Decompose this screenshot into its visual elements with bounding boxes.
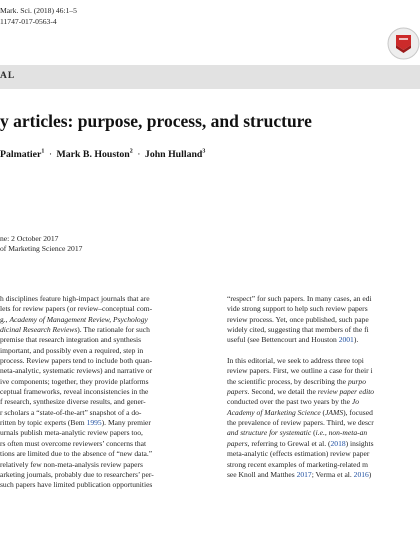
text-line xyxy=(0,346,210,356)
text-segment: ) xyxy=(368,469,372,479)
text-segment: the scientific process, by describing the xyxy=(227,376,348,386)
journal-citation: Mark. Sci. (2018) 46:1–5 xyxy=(0,6,77,15)
text-segment: In this editorial, we seek to address three topi xyxy=(227,356,364,366)
text-line xyxy=(227,449,420,459)
text-segment: arketing journals, probably due to researchers’ per- xyxy=(0,469,154,479)
text-segment: review paper edito xyxy=(317,387,375,397)
citation-link[interactable]: 2018 xyxy=(330,438,346,448)
published-online-date: ne: 2 October 2017 xyxy=(0,234,59,243)
text-segment: dicinal Research Reviews xyxy=(0,325,78,335)
citation-link[interactable]: 2001 xyxy=(338,335,354,345)
text-line xyxy=(0,377,210,387)
text-line xyxy=(0,470,210,480)
text-line xyxy=(227,366,420,376)
text-segment: widely cited, suggesting that members of the fi xyxy=(227,325,369,335)
text-line xyxy=(0,387,210,397)
text-segment: ive components; together, they provide platforms xyxy=(0,376,149,386)
text-segment: premise that research integration and synthesis xyxy=(0,335,142,345)
text-segment: and structure for systematic xyxy=(227,428,312,438)
text-line xyxy=(0,356,210,366)
text-line xyxy=(0,480,210,490)
text-segment: ritten by topic experts (Bem xyxy=(0,418,87,428)
article-type-label: AL xyxy=(0,71,16,81)
text-line xyxy=(227,335,420,345)
text-segment: conducted over the past two years by the xyxy=(227,397,352,407)
text-segment: JAMS xyxy=(325,407,344,417)
text-line xyxy=(227,408,420,418)
affiliation-marker: 1 xyxy=(41,148,45,155)
text-segment: . Second, we detail the xyxy=(247,387,318,397)
article-type-bar xyxy=(0,65,420,89)
text-line xyxy=(227,428,420,438)
text-line xyxy=(0,315,210,325)
author-list xyxy=(0,149,205,160)
text-line xyxy=(0,460,210,470)
text-segment: Jo xyxy=(351,397,360,407)
copyright-line: of Marketing Science 2017 xyxy=(0,244,83,253)
text-line xyxy=(0,304,210,314)
text-segment: f research, synthesize diverse results, and gener- xyxy=(0,397,146,407)
text-segment: strong recent examples of marketing-related m xyxy=(227,459,369,469)
text-segment: review papers. First, we outline a case for their i xyxy=(227,366,373,376)
text-line xyxy=(0,294,210,304)
text-segment: Academy of Management Review, Psychology xyxy=(9,314,148,324)
body-column-right xyxy=(227,294,420,480)
author-separator: · xyxy=(137,149,141,160)
text-line xyxy=(227,387,420,397)
crossmark-icon[interactable] xyxy=(387,27,420,60)
text-segment: g., xyxy=(0,314,10,324)
text-line xyxy=(0,325,210,335)
text-line xyxy=(0,439,210,449)
text-line xyxy=(0,418,210,428)
text-segment: papers xyxy=(227,387,248,397)
text-line xyxy=(227,470,420,480)
text-segment: vide strong support to help such review papers xyxy=(227,304,368,314)
text-line xyxy=(0,408,210,418)
text-line xyxy=(0,449,210,459)
text-segment: ; Verma et al. xyxy=(311,469,354,479)
text-segment: ) insights xyxy=(345,438,374,448)
text-line xyxy=(227,377,420,387)
text-segment: tions are limited due to the absence of “new data.” xyxy=(0,449,153,459)
author-hulland[interactable]: John Hulland xyxy=(144,149,203,160)
text-line xyxy=(227,418,420,428)
text-segment: process. Review papers tend to include both quan- xyxy=(0,356,153,366)
text-line xyxy=(0,397,210,407)
text-segment: ). xyxy=(353,335,359,345)
text-line xyxy=(0,366,210,376)
text-segment: important, and possibly even a required, step in xyxy=(0,345,144,355)
text-segment: ( xyxy=(320,407,326,417)
author-houston[interactable]: Mark B. Houston xyxy=(56,149,130,160)
text-segment: ), focused xyxy=(343,407,373,417)
text-segment: urnals publish meta-analytic review papers too, xyxy=(0,428,143,438)
text-segment: neta-analytic, systematic reviews) and narrative or xyxy=(0,366,153,376)
citation-block xyxy=(0,6,77,27)
text-segment: , referring to Grewal et al. ( xyxy=(247,438,331,448)
affiliation-marker: 2 xyxy=(129,148,133,155)
text-line xyxy=(227,325,420,335)
text-line xyxy=(227,356,420,366)
text-segment: Academy of Marketing Science xyxy=(227,407,321,417)
text-segment: ( xyxy=(311,428,316,438)
text-segment: see Knoll and Matthes xyxy=(227,469,297,479)
text-segment: ceptual frameworks, reveal inconsistencies in the xyxy=(0,387,149,397)
text-segment: papers xyxy=(227,438,248,448)
text-line xyxy=(227,460,420,470)
text-segment: review process. Yet, once published, such pape xyxy=(227,314,369,324)
text-segment: purpo xyxy=(347,376,366,386)
publication-dates xyxy=(0,234,82,254)
text-segment: the prevalence of review papers. Third, we descr xyxy=(227,418,374,428)
text-segment: lets for review papers (or review–conceptual com- xyxy=(0,304,153,314)
text-line xyxy=(227,346,420,356)
text-segment: meta-analytic (effects estimation) review paper xyxy=(227,449,370,459)
citation-link[interactable]: 2016 xyxy=(353,469,369,479)
citation-link[interactable]: 1995 xyxy=(86,418,102,428)
text-segment: rs often must overcome reviewers’ concerns that xyxy=(0,438,147,448)
text-segment: useful (see Bettencourt and Houston xyxy=(227,335,339,345)
author-palmatier[interactable]: Palmatier xyxy=(0,149,42,160)
text-line xyxy=(0,428,210,438)
text-line xyxy=(227,439,420,449)
text-segment: such papers have limited publication opportunities xyxy=(0,480,153,490)
text-segment: ). Many premier xyxy=(101,418,151,428)
text-line xyxy=(0,335,210,345)
text-line xyxy=(227,397,420,407)
author-separator: · xyxy=(48,149,53,160)
text-segment: relatively few non-meta-analysis review papers xyxy=(0,459,143,469)
text-line xyxy=(227,304,420,314)
text-line xyxy=(227,315,420,325)
text-segment: i.e., non-meta-an xyxy=(315,428,368,438)
text-segment: h disciplines feature high-impact journals that are xyxy=(0,294,150,303)
citation-link[interactable]: 2017 xyxy=(296,469,312,479)
text-segment: r scholars a “state-of-the-art” snapshot of a do- xyxy=(0,407,142,417)
article-title: y articles: purpose, process, and structure xyxy=(0,111,312,131)
affiliation-marker: 3 xyxy=(202,148,206,155)
body-column-left xyxy=(0,294,210,491)
text-segment: “respect” for such papers. In many cases, an edi xyxy=(227,294,372,303)
text-segment: ). The rationale for such xyxy=(77,325,150,335)
text-line xyxy=(227,294,420,304)
doi-text[interactable]: 11747-017-0563-4 xyxy=(0,16,57,26)
